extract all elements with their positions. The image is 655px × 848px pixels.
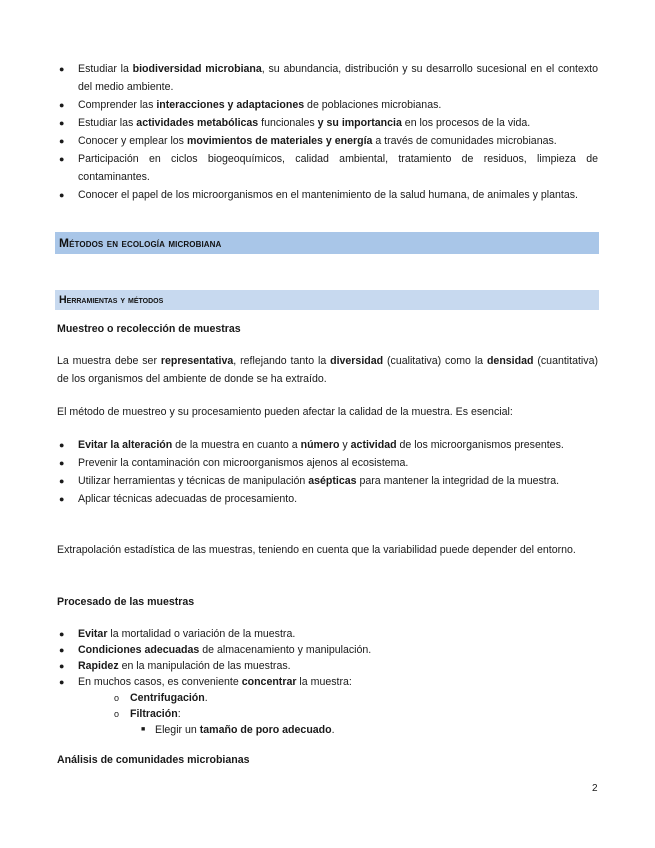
bullet-icon: ● (59, 494, 65, 504)
processing-sub-list (114, 690, 208, 722)
bullet-icon: ● (59, 118, 65, 128)
list-item: o Filtración: (114, 708, 181, 720)
bullet-icon: ● (59, 677, 65, 687)
square-bullet-icon: ■ (141, 726, 146, 733)
bullet-icon: ● (59, 64, 65, 74)
list-item: ● En muchos casos, es conveniente concentrar la muestra: (59, 676, 352, 688)
subsection-heading-band (55, 290, 599, 310)
bullet-icon: ● (59, 190, 65, 200)
list-item: ● Participación en ciclos biogeoquímicos, calidad ambiental, tratamiento de residuos, limpieza de contaminantes. (57, 150, 598, 186)
subsection-heading: Herramientas y métodos (59, 294, 164, 306)
list-item: ● Conocer y emplear los movimientos de materiales y energía a través de comunidades microbianas. (57, 132, 598, 150)
sampling-title: Muestreo o recolección de muestras (57, 323, 241, 335)
page-number: 2 (592, 783, 598, 794)
bullet-icon: ● (59, 100, 65, 110)
list-item: o Centrifugación. (114, 692, 208, 704)
bullet-icon: ● (59, 661, 65, 671)
list-item: ● Estudiar las actividades metabólicas funcionales y su importancia en los procesos de la vida. (57, 114, 598, 132)
list-item: ● Aplicar técnicas adecuadas de procesamiento. (57, 490, 598, 508)
section-heading-band (55, 232, 599, 254)
sampling-paragraph-2: El método de muestreo y su procesamiento pueden afectar la calidad de la muestra. Es esencial: (57, 406, 513, 418)
sampling-paragraph-3: Extrapolación estadística de las muestras, teniendo en cuenta que la variabilidad puede depender del entorno. (57, 544, 576, 556)
bullet-icon: ● (59, 154, 65, 164)
bullet-icon: ● (59, 136, 65, 146)
bullet-icon: ● (59, 629, 65, 639)
processing-bullet-list (57, 626, 598, 690)
section-heading: Métodos en ecología microbiana (59, 236, 222, 250)
sampling-paragraph-1: La muestra debe ser representativa, reflejando tanto la diversidad (cualitativa) como la densidad (cuantitativa) de los organismos del ambiente de donde se ha extraído. (57, 355, 598, 385)
analysis-title: Análisis de comunidades microbianas (57, 754, 250, 766)
list-item: ● Prevenir la contaminación con microorganismos ajenos al ecosistema. (57, 454, 598, 472)
bullet-icon: ● (59, 476, 65, 486)
list-item: ● Evitar la alteración de la muestra en cuanto a número y actividad de los microorganismos presentes. (57, 436, 598, 454)
intro-bullet-list (57, 60, 598, 204)
list-item: ● Condiciones adecuadas de almacenamiento y manipulación. (59, 644, 372, 656)
bullet-icon: ● (59, 440, 65, 450)
list-item: ● Comprender las interacciones y adaptaciones de poblaciones microbianas. (57, 96, 598, 114)
list-item: ● Rapidez en la manipulación de las muestras. (59, 660, 291, 672)
processing-sub-sub-list (141, 722, 335, 738)
bullet-icon: ● (59, 458, 65, 468)
list-item: ● Estudiar la biodiversidad microbiana, su abundancia, distribución y su desarrollo sucesional en el contexto del medio ambiente. (57, 60, 598, 96)
sampling-bullet-list (57, 436, 598, 508)
circle-bullet-icon: o (114, 709, 120, 719)
list-item: ● Utilizar herramientas y técnicas de manipulación asépticas para mantener la integridad de la muestra. (57, 472, 598, 490)
bullet-icon: ● (59, 645, 65, 655)
processing-title: Procesado de las muestras (57, 596, 195, 608)
list-item: ● Conocer el papel de los microorganismos en el mantenimiento de la salud humana, de animales y plantas. (57, 186, 598, 204)
list-item: ● Evitar la mortalidad o variación de la muestra. (59, 628, 296, 640)
list-item: ■ Elegir un tamaño de poro adecuado. (141, 724, 335, 736)
circle-bullet-icon: o (114, 693, 120, 703)
